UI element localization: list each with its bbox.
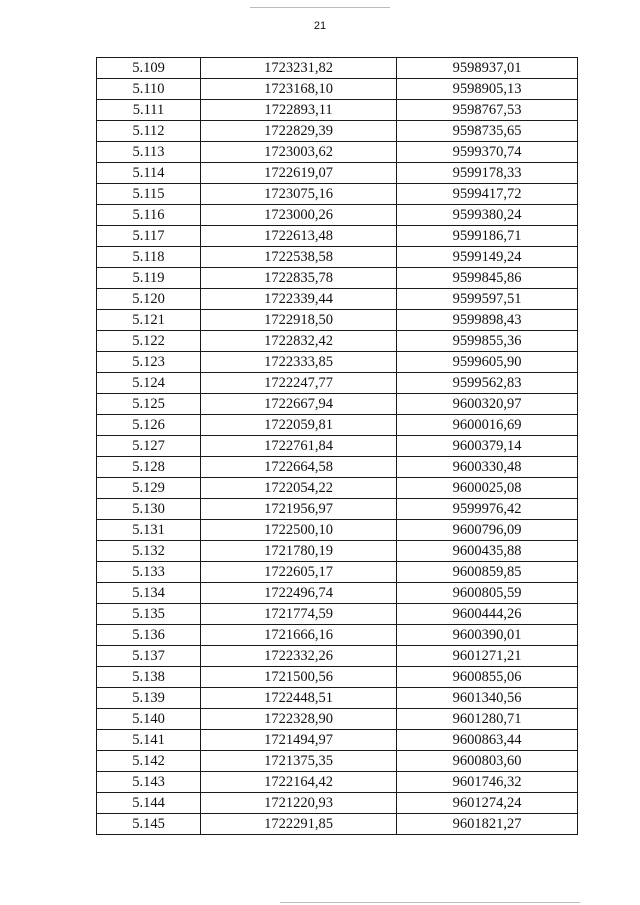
table-row [97, 541, 578, 562]
table-row [97, 499, 578, 520]
y-coordinate-cell: 9599178,33 [397, 163, 578, 184]
x-coordinate-cell: 1722333,85 [201, 352, 397, 373]
table-row [97, 625, 578, 646]
table-row [97, 163, 578, 184]
point-number-cell: 5.111 [97, 100, 201, 121]
x-coordinate-cell: 1722448,51 [201, 688, 397, 709]
table-row [97, 583, 578, 604]
y-coordinate-cell: 9599380,24 [397, 205, 578, 226]
y-coordinate-cell: 9600390,01 [397, 625, 578, 646]
x-coordinate-cell: 1722619,07 [201, 163, 397, 184]
y-coordinate-cell: 9600859,85 [397, 562, 578, 583]
x-coordinate-cell: 1723003,62 [201, 142, 397, 163]
point-number-cell: 5.130 [97, 499, 201, 520]
point-number-cell: 5.142 [97, 751, 201, 772]
y-coordinate-cell: 9601746,32 [397, 772, 578, 793]
point-number-cell: 5.125 [97, 394, 201, 415]
point-number-cell: 5.118 [97, 247, 201, 268]
x-coordinate-cell: 1723000,26 [201, 205, 397, 226]
y-coordinate-cell: 9599186,71 [397, 226, 578, 247]
y-coordinate-cell: 9601274,24 [397, 793, 578, 814]
y-coordinate-cell: 9600435,88 [397, 541, 578, 562]
x-coordinate-cell: 1722829,39 [201, 121, 397, 142]
y-coordinate-cell: 9599845,86 [397, 268, 578, 289]
y-coordinate-cell: 9600330,48 [397, 457, 578, 478]
table-row [97, 100, 578, 121]
table-row [97, 79, 578, 100]
point-number-cell: 5.122 [97, 331, 201, 352]
x-coordinate-cell: 1721220,93 [201, 793, 397, 814]
point-number-cell: 5.133 [97, 562, 201, 583]
point-number-cell: 5.132 [97, 541, 201, 562]
point-number-cell: 5.129 [97, 478, 201, 499]
table-row [97, 688, 578, 709]
table-row [97, 268, 578, 289]
table-row [97, 205, 578, 226]
table-row [97, 772, 578, 793]
table-row [97, 751, 578, 772]
y-coordinate-cell: 9600379,14 [397, 436, 578, 457]
x-coordinate-cell: 1722667,94 [201, 394, 397, 415]
x-coordinate-cell: 1722054,22 [201, 478, 397, 499]
table-row [97, 289, 578, 310]
point-number-cell: 5.145 [97, 814, 201, 835]
point-number-cell: 5.135 [97, 604, 201, 625]
point-number-cell: 5.121 [97, 310, 201, 331]
table-row [97, 814, 578, 835]
x-coordinate-cell: 1722332,26 [201, 646, 397, 667]
y-coordinate-cell: 9599562,83 [397, 373, 578, 394]
point-number-cell: 5.117 [97, 226, 201, 247]
point-number-cell: 5.134 [97, 583, 201, 604]
x-coordinate-cell: 1721666,16 [201, 625, 397, 646]
point-number-cell: 5.113 [97, 142, 201, 163]
y-coordinate-cell: 9599149,24 [397, 247, 578, 268]
point-number-cell: 5.138 [97, 667, 201, 688]
table-row [97, 562, 578, 583]
x-coordinate-cell: 1721956,97 [201, 499, 397, 520]
x-coordinate-cell: 1722605,17 [201, 562, 397, 583]
x-coordinate-cell: 1722328,90 [201, 709, 397, 730]
x-coordinate-cell: 1723231,82 [201, 58, 397, 79]
x-coordinate-cell: 1722664,58 [201, 457, 397, 478]
table-row [97, 58, 578, 79]
y-coordinate-cell: 9599597,51 [397, 289, 578, 310]
x-coordinate-cell: 1721774,59 [201, 604, 397, 625]
point-number-cell: 5.144 [97, 793, 201, 814]
y-coordinate-cell: 9599370,74 [397, 142, 578, 163]
point-number-cell: 5.128 [97, 457, 201, 478]
point-number-cell: 5.136 [97, 625, 201, 646]
point-number-cell: 5.114 [97, 163, 201, 184]
y-coordinate-cell: 9599605,90 [397, 352, 578, 373]
y-coordinate-cell: 9598735,65 [397, 121, 578, 142]
scan-edge-mark [280, 902, 580, 903]
x-coordinate-cell: 1722918,50 [201, 310, 397, 331]
y-coordinate-cell: 9600803,60 [397, 751, 578, 772]
y-coordinate-cell: 9600805,59 [397, 583, 578, 604]
y-coordinate-cell: 9598905,13 [397, 79, 578, 100]
x-coordinate-cell: 1722164,42 [201, 772, 397, 793]
table-row [97, 709, 578, 730]
y-coordinate-cell: 9601271,21 [397, 646, 578, 667]
y-coordinate-cell: 9599417,72 [397, 184, 578, 205]
table-row [97, 646, 578, 667]
point-number-cell: 5.109 [97, 58, 201, 79]
table-row [97, 520, 578, 541]
table-row [97, 226, 578, 247]
y-coordinate-cell: 9598937,01 [397, 58, 578, 79]
table-row [97, 373, 578, 394]
point-number-cell: 5.120 [97, 289, 201, 310]
y-coordinate-cell: 9599898,43 [397, 310, 578, 331]
x-coordinate-cell: 1722538,58 [201, 247, 397, 268]
point-number-cell: 5.141 [97, 730, 201, 751]
point-number-cell: 5.137 [97, 646, 201, 667]
y-coordinate-cell: 9600016,69 [397, 415, 578, 436]
x-coordinate-cell: 1722496,74 [201, 583, 397, 604]
table-row [97, 604, 578, 625]
y-coordinate-cell: 9599855,36 [397, 331, 578, 352]
x-coordinate-cell: 1722613,48 [201, 226, 397, 247]
table-body [97, 58, 578, 835]
x-coordinate-cell: 1722835,78 [201, 268, 397, 289]
point-number-cell: 5.116 [97, 205, 201, 226]
x-coordinate-cell: 1722339,44 [201, 289, 397, 310]
table-row [97, 478, 578, 499]
table-row [97, 247, 578, 268]
table-row [97, 415, 578, 436]
x-coordinate-cell: 1722893,11 [201, 100, 397, 121]
coordinates-table [96, 57, 578, 835]
y-coordinate-cell: 9600796,09 [397, 520, 578, 541]
y-coordinate-cell: 9601821,27 [397, 814, 578, 835]
point-number-cell: 5.131 [97, 520, 201, 541]
y-coordinate-cell: 9599976,42 [397, 499, 578, 520]
table-row [97, 730, 578, 751]
table-row [97, 331, 578, 352]
table-row [97, 121, 578, 142]
x-coordinate-cell: 1721494,97 [201, 730, 397, 751]
table-row [97, 184, 578, 205]
x-coordinate-cell: 1722291,85 [201, 814, 397, 835]
x-coordinate-cell: 1722500,10 [201, 520, 397, 541]
page-number: 21 [313, 20, 327, 32]
x-coordinate-cell: 1722761,84 [201, 436, 397, 457]
y-coordinate-cell: 9600320,97 [397, 394, 578, 415]
y-coordinate-cell: 9600025,08 [397, 478, 578, 499]
x-coordinate-cell: 1722247,77 [201, 373, 397, 394]
scan-edge-mark [250, 7, 390, 8]
table-row [97, 142, 578, 163]
point-number-cell: 5.123 [97, 352, 201, 373]
x-coordinate-cell: 1723075,16 [201, 184, 397, 205]
point-number-cell: 5.124 [97, 373, 201, 394]
table-row [97, 310, 578, 331]
y-coordinate-cell: 9600855,06 [397, 667, 578, 688]
y-coordinate-cell: 9601340,56 [397, 688, 578, 709]
point-number-cell: 5.143 [97, 772, 201, 793]
y-coordinate-cell: 9600863,44 [397, 730, 578, 751]
x-coordinate-cell: 1722832,42 [201, 331, 397, 352]
y-coordinate-cell: 9598767,53 [397, 100, 578, 121]
table-row [97, 667, 578, 688]
table-row [97, 394, 578, 415]
x-coordinate-cell: 1721780,19 [201, 541, 397, 562]
table-row [97, 457, 578, 478]
point-number-cell: 5.119 [97, 268, 201, 289]
table-row [97, 793, 578, 814]
point-number-cell: 5.126 [97, 415, 201, 436]
point-number-cell: 5.115 [97, 184, 201, 205]
point-number-cell: 5.112 [97, 121, 201, 142]
x-coordinate-cell: 1722059,81 [201, 415, 397, 436]
x-coordinate-cell: 1723168,10 [201, 79, 397, 100]
y-coordinate-cell: 9601280,71 [397, 709, 578, 730]
y-coordinate-cell: 9600444,26 [397, 604, 578, 625]
table-row [97, 436, 578, 457]
table-row [97, 352, 578, 373]
point-number-cell: 5.110 [97, 79, 201, 100]
point-number-cell: 5.139 [97, 688, 201, 709]
point-number-cell: 5.127 [97, 436, 201, 457]
x-coordinate-cell: 1721500,56 [201, 667, 397, 688]
x-coordinate-cell: 1721375,35 [201, 751, 397, 772]
point-number-cell: 5.140 [97, 709, 201, 730]
